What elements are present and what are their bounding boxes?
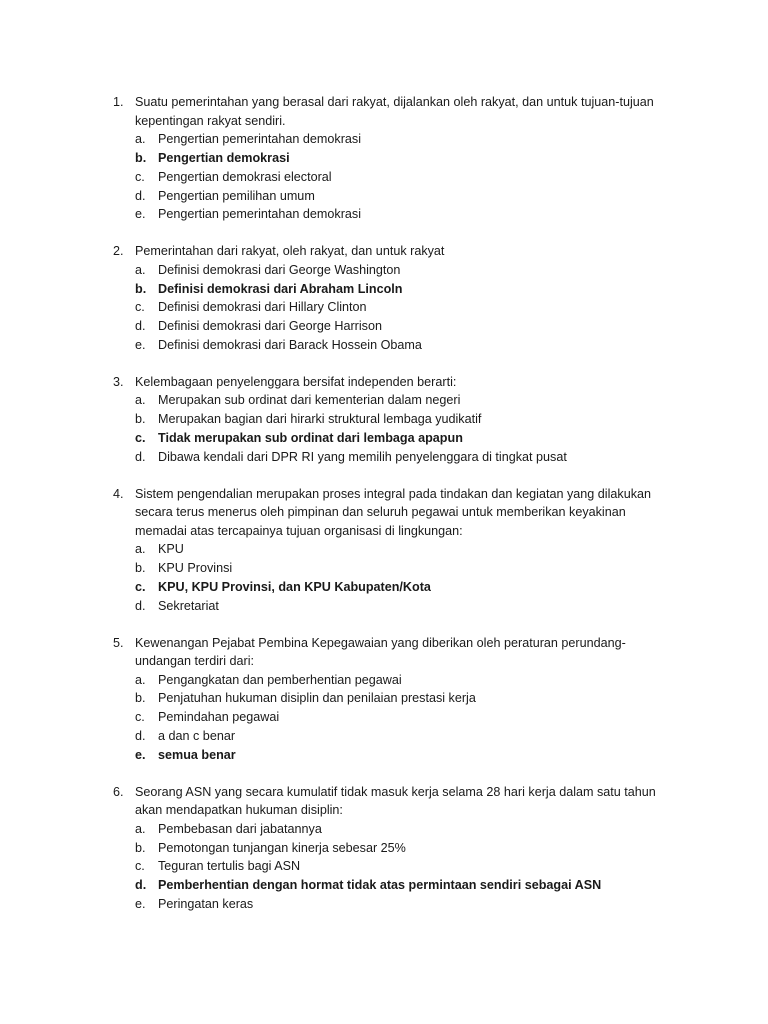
question-number: 2. (113, 244, 124, 259)
option-letter: b. (135, 281, 147, 296)
option-d (113, 448, 673, 467)
option-letter: a. (135, 672, 146, 687)
question-number: 3. (113, 374, 124, 389)
option-a (113, 391, 673, 410)
option-b (113, 839, 673, 858)
question-number: 4. (113, 486, 124, 501)
option-c (113, 857, 673, 876)
option-text: Merupakan bagian dari hirarki struktural lembaga yudikatif (158, 412, 482, 427)
option-text: Pengertian demokrasi (158, 150, 290, 165)
option-text: Definisi demokrasi dari Hillary Clinton (158, 300, 367, 315)
option-d (113, 187, 673, 206)
option-text: Definisi demokrasi dari George Harrison (158, 319, 382, 334)
option-list (113, 130, 673, 224)
option-b (113, 410, 673, 429)
question-text: Kelembagaan penyelenggara bersifat independen berarti: (135, 374, 457, 389)
question-text: Pemerintahan dari rakyat, oleh rakyat, dan untuk rakyat (135, 244, 445, 259)
option-letter: d. (135, 319, 146, 334)
question-text: Seorang ASN yang secara kumulatif tidak masuk kerja selama 28 hari kerja dalam satu tahun akan mendapatkan hukuman disiplin: (135, 784, 656, 818)
option-c-answer (113, 429, 673, 448)
option-b (113, 689, 673, 708)
option-text: Teguran tertulis bagi ASN (158, 859, 301, 874)
option-text: Definisi demokrasi dari George Washington (158, 262, 401, 277)
question-text: Suatu pemerintahan yang berasal dari rakyat, dijalankan oleh rakyat, dan untuk tujuan-tujuan kepentingan rakyat sendiri. (135, 95, 654, 128)
question-number: 6. (113, 784, 124, 799)
option-list (113, 540, 673, 615)
option-letter: e. (135, 747, 146, 762)
option-a (113, 130, 673, 149)
option-letter: e. (135, 897, 146, 912)
option-letter: a. (135, 393, 146, 408)
option-letter: d. (135, 188, 146, 203)
option-letter: e. (135, 337, 146, 352)
question-text: Kewenangan Pejabat Pembina Kepegawaian yang diberikan oleh peraturan perundang-undangan terdiri dari: (135, 635, 626, 669)
option-letter: d. (135, 878, 147, 893)
option-text: Peringatan keras (158, 897, 254, 912)
option-d (113, 597, 673, 616)
question-number: 1. (113, 95, 124, 109)
option-d (113, 727, 673, 746)
option-c (113, 168, 673, 187)
option-text: Dibawa kendali dari DPR RI yang memilih penyelenggara di tingkat pusat (158, 449, 567, 464)
option-letter: a. (135, 821, 146, 836)
question-stem (113, 93, 673, 130)
option-letter: b. (135, 150, 147, 165)
option-a (113, 261, 673, 280)
option-d (113, 317, 673, 336)
question-stem (113, 783, 673, 820)
option-b (113, 559, 673, 578)
option-letter: a. (135, 262, 146, 277)
option-letter: c. (135, 579, 146, 594)
option-text: Definisi demokrasi dari Abraham Lincoln (158, 281, 403, 296)
option-letter: c. (135, 859, 145, 874)
option-letter: c. (135, 710, 145, 725)
option-d-answer (113, 876, 673, 895)
option-text: Pemberhentian dengan hormat tidak atas permintaan sendiri sebagai ASN (158, 878, 602, 893)
option-text: Pengertian demokrasi electoral (158, 169, 332, 184)
option-letter: c. (135, 169, 145, 184)
option-c (113, 298, 673, 317)
question-number: 5. (113, 635, 124, 650)
option-text: KPU (158, 542, 184, 557)
option-letter: e. (135, 207, 146, 222)
option-a (113, 671, 673, 690)
option-letter: d. (135, 598, 146, 613)
option-letter: a. (135, 132, 146, 147)
option-text: Pengertian pemerintahan demokrasi (158, 207, 362, 222)
option-text: KPU Provinsi (158, 561, 233, 576)
question-5 (113, 634, 673, 765)
option-text: Pemotongan tunjangan kinerja sebesar 25% (158, 840, 406, 855)
question-2 (113, 242, 673, 355)
option-b-answer (113, 280, 673, 299)
option-letter: c. (135, 300, 145, 315)
question-stem (113, 373, 673, 392)
option-letter: b. (135, 412, 146, 427)
option-text: Pemindahan pegawai (158, 710, 280, 725)
question-3 (113, 373, 673, 467)
option-text: Pengertian pemilihan umum (158, 188, 315, 203)
option-letter: c. (135, 430, 146, 445)
option-text: Definisi demokrasi dari Barack Hossein Obama (158, 337, 422, 352)
option-c-answer (113, 578, 673, 597)
question-6 (113, 783, 673, 914)
option-text: Sekretariat (158, 598, 219, 613)
option-letter: b. (135, 840, 146, 855)
option-list (113, 261, 673, 355)
option-text: Pengangkatan dan pemberhentian pegawai (158, 672, 402, 687)
option-text: KPU, KPU Provinsi, dan KPU Kabupaten/Kota (158, 579, 431, 594)
option-e (113, 205, 673, 224)
option-letter: b. (135, 561, 146, 576)
option-letter: d. (135, 449, 146, 464)
option-list (113, 391, 673, 466)
question-4 (113, 485, 673, 616)
option-text: Penjatuhan hukuman disiplin dan penilaian prestasi kerja (158, 691, 476, 706)
option-letter: a. (135, 542, 146, 557)
option-text: a dan c benar (158, 729, 236, 744)
option-a (113, 820, 673, 839)
option-letter: d. (135, 729, 146, 744)
option-a (113, 540, 673, 559)
option-e (113, 336, 673, 355)
option-letter: b. (135, 691, 146, 706)
question-1 (113, 93, 673, 224)
option-text: Pengertian pemerintahan demokrasi (158, 132, 362, 147)
option-text: Merupakan sub ordinat dari kementerian dalam negeri (158, 393, 461, 408)
question-stem (113, 485, 673, 541)
option-b-answer (113, 149, 673, 168)
option-list (113, 820, 673, 914)
option-c (113, 708, 673, 727)
question-list (113, 93, 673, 932)
option-list (113, 671, 673, 765)
option-text: semua benar (158, 747, 236, 762)
question-stem (113, 634, 673, 671)
question-stem (113, 242, 673, 261)
option-text: Pembebasan dari jabatannya (158, 821, 322, 836)
option-text: Tidak merupakan sub ordinat dari lembaga apapun (158, 430, 463, 445)
question-text: Sistem pengendalian merupakan proses integral pada tindakan dan kegiatan yang dilakukan secara terus menerus oleh pimpinan dan seluruh pegawai untuk memberikan keyakinan memadai atas tercapainya tujuan organisasi di lingkungan: (135, 486, 651, 538)
option-e-answer (113, 746, 673, 765)
option-e (113, 895, 673, 914)
